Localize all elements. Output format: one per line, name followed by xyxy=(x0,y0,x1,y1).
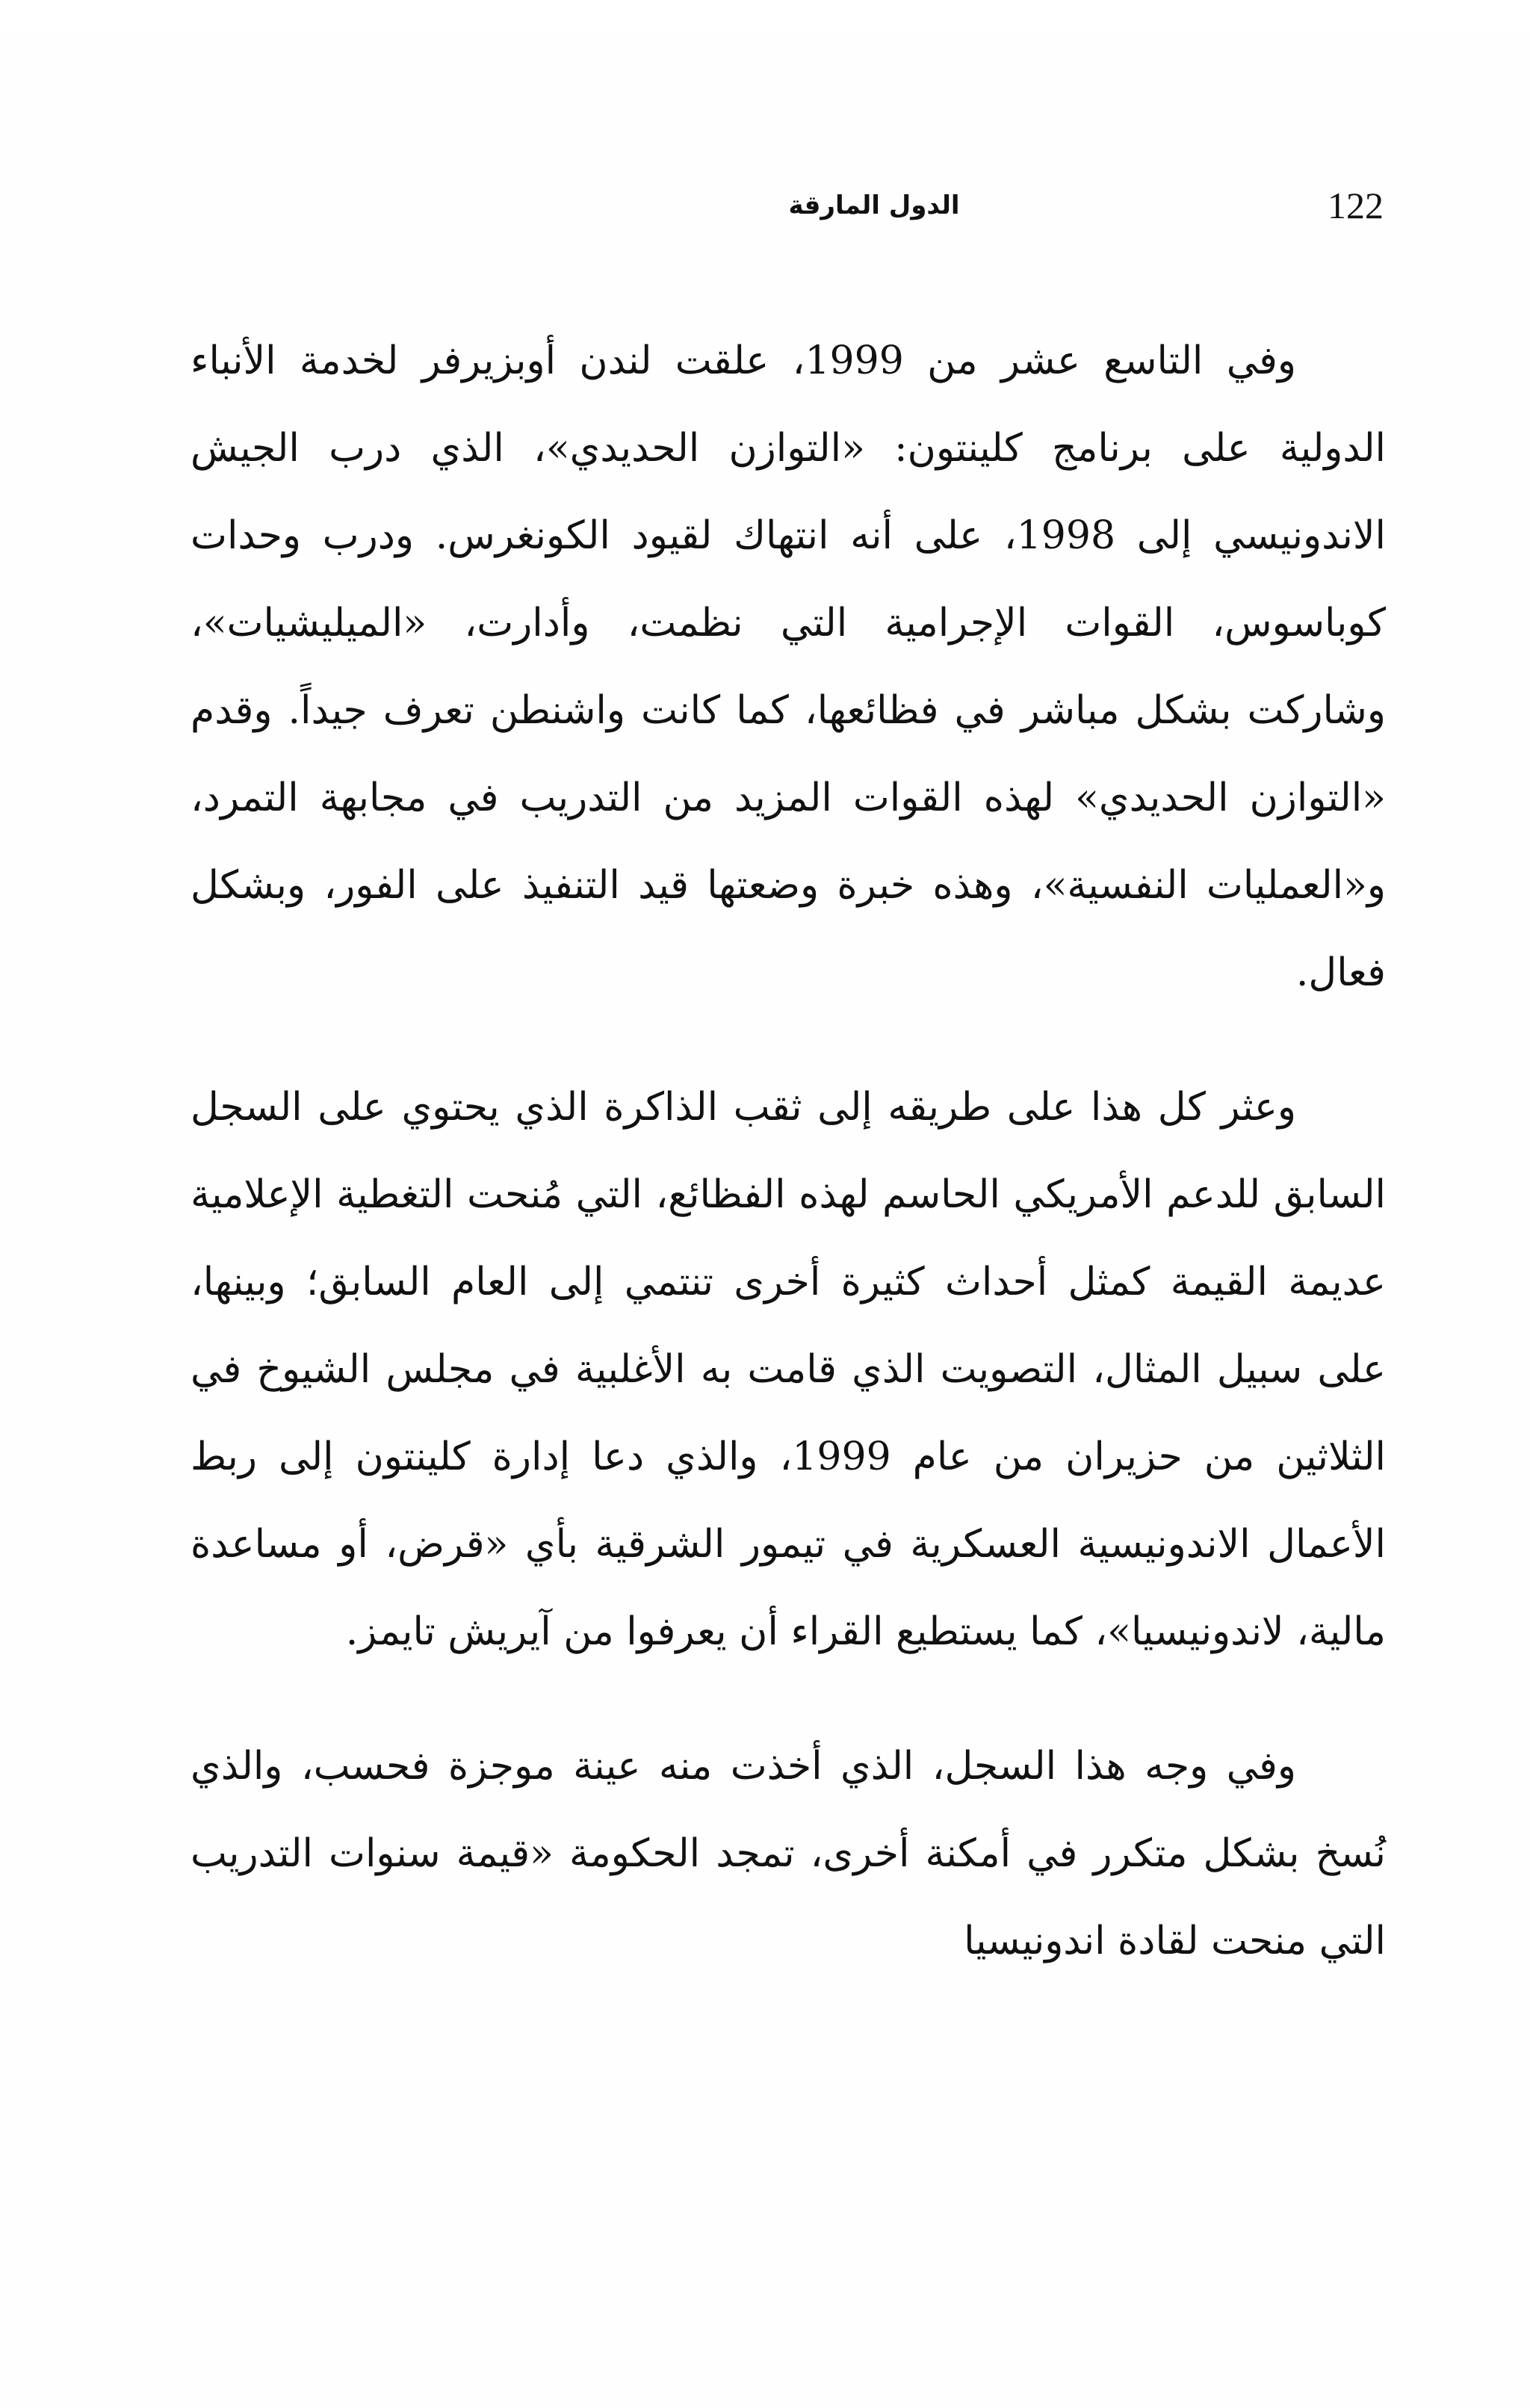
paragraph: وفي وجه هذا السجل، الذي أخذت منه عينة موجزة فحسب، والذي نُسخ بشكل متكرر في أمكنة أخرى، تمجد الحكومة «قيمة سنوات التدريب التي منحت لقادة اندونيسيا xyxy=(191,1744,1386,1963)
running-head xyxy=(187,176,1384,235)
page-number: 122 xyxy=(1328,185,1384,226)
paragraph: وفي التاسع عشر من 1999، علقت لندن أوبزيرفر لخدمة الأنباء الدولية على برنامج كلينتون: «التوازن الحديدي»، الذي درب الجيش الاندونيسي إلى 1998، على أنه انتهاك لقيود الكونغرس. ودرب وحدات كوباسوس، القوات الإجرامية التي نظمت، وأدارت، «الميليشيات»، وشاركت بشكل مباشر في فظائعها، كما كانت واشنطن تعرف جيداً. وقدم «التوازن الحديدي» لهذه القوات المزيد من التدريب في مجابهة التمرد، و«العمليات النفسية»، وهذه خبرة وضعتها قيد التنفيذ على الفور، وبشكل فعال. xyxy=(191,338,1386,995)
body-text xyxy=(191,318,1386,1985)
paragraph: وعثر كل هذا على طريقه إلى ثقب الذاكرة الذي يحتوي على السجل السابق للدعم الأمريكي الحاسم لهذه الفظائع، التي مُنحت التغطية الإعلامية عديمة القيمة كمثل أحداث كثيرة أخرى تنتمي إلى العام السابق؛ وبينها، على سبيل المثال، التصويت الذي قامت به الأغلبية في مجلس الشيوخ في الثلاثين من حزيران من عام 1999، والذي دعا إدارة كلينتون إلى ربط الأعمال الاندونيسية العسكرية في تيمور الشرقية بأي «قرض، أو مساعدة مالية، لاندونيسيا»، كما يستطيع القراء أن يعرفوا من آيريش تايمز. xyxy=(191,1085,1387,1654)
scan-top-edge xyxy=(0,0,1530,33)
running-title: الدول المارقة xyxy=(788,191,960,220)
